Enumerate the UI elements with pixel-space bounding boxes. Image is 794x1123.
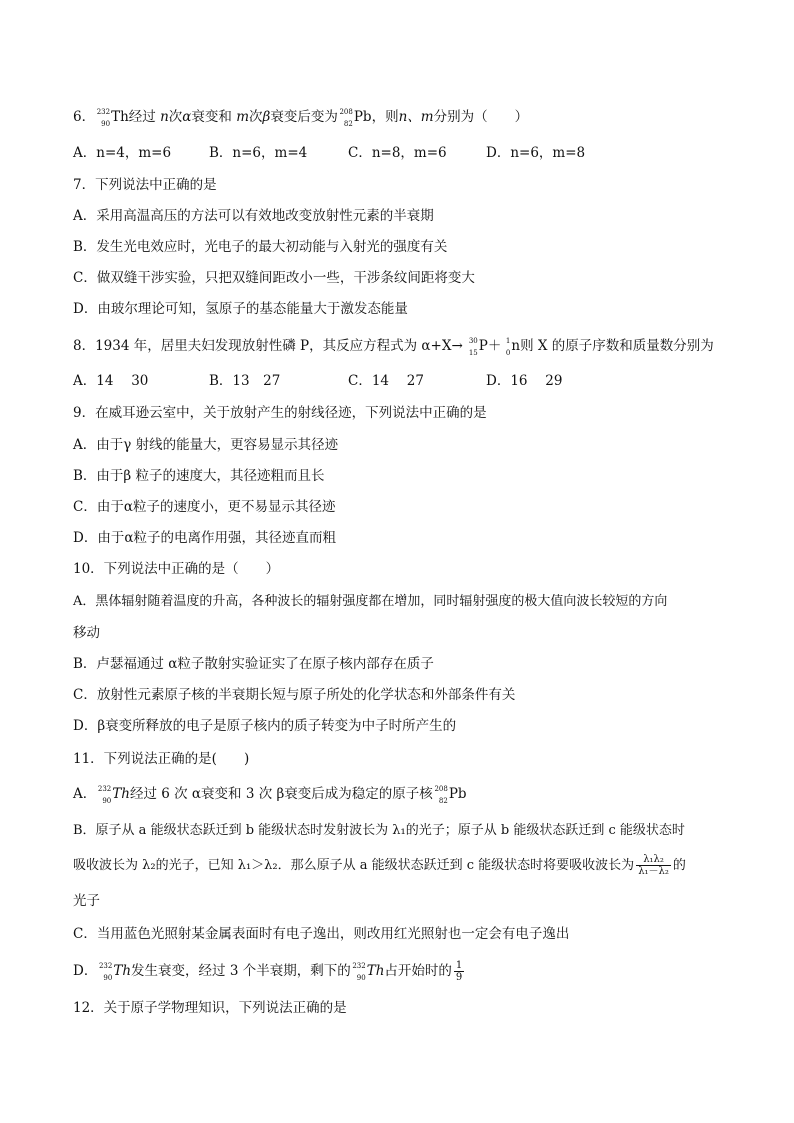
q11-option-c: C．当用蓝色光照射某金属表面时有电子逸出，则改用红光照射也一定会有电子逸出	[73, 926, 570, 942]
q10-option-a-line2: 移动	[73, 625, 100, 641]
q10-stem: 10．下列说法中正确的是（ ）	[73, 561, 280, 577]
q11-option-a: A． 232 90 Th经过 6 次 α衰变和 3 次 β衰变后成为稳定的原子核 208 82 Pb	[73, 784, 467, 805]
wavelength-fraction: $\frac{\text{λ₁λ₂}}{\text{λ₁－λ₂}}$	[638, 854, 669, 877]
q11-option-b-line3: 光子	[73, 893, 100, 909]
q7-option-a: A．采用高温高压的方法可以有效地改变放射性元素的半衰期	[73, 208, 434, 224]
q6-option-a: A．n=4，m=6	[73, 145, 172, 161]
nuclide-pb: 208 82	[339, 107, 353, 128]
q10-option-c: C．放射性元素原子核的半衰期长短与原子所处的化学状态和外部条件有关	[73, 687, 516, 703]
nuclide-th: 232 90	[96, 107, 111, 128]
q6-stem: 6． 232 90 Th经过 n次α衰变和 m次β衰变后变为 208 82 Pb，则n、m分别为（ ）	[73, 107, 529, 128]
q12-stem: 12．关于原子学物理知识，下列说法正确的是	[73, 1000, 347, 1016]
q10-option-d: D．β衰变所释放的电子是原子核内的质子转变为中子时所产生的	[73, 718, 457, 734]
nuclide-th: 232 90	[97, 784, 112, 805]
q8-option-b: B．13 27	[209, 373, 281, 389]
q11-option-b-line2: 吸收波长为 λ₂的光子，已知 λ₁＞λ₂．那么原子从 a 能级状态跃迁到 c 能级状态时将要吸收波长为 $\frac{\text{λ₁λ₂}}{\text{λ₁－λ₂}}$ 的	[73, 854, 686, 877]
q6-number: 6．	[73, 109, 96, 125]
q6-option-b: B．n=6，m=4	[209, 145, 308, 161]
q7-option-b: B．发生光电效应时，光电子的最大初动能与入射光的强度有关	[73, 239, 448, 255]
q10-option-a-line1: A．黑体辐射随着温度的升高，各种波长的辐射强度都在增加，同时辐射强度的极大值向波长较短的方向	[73, 594, 668, 609]
q9-option-c: C．由于α粒子的速度小，更不易显示其径迹	[73, 499, 336, 515]
nuclide-p: 30 15	[468, 336, 478, 357]
q7-option-d: D．由玻尔理论可知，氢原子的基态能量大于激发态能量	[73, 301, 408, 317]
q9-option-a: A．由于γ 射线的能量大，更容易显示其径迹	[73, 437, 339, 453]
q7-stem: 7．下列说法中正确的是	[73, 177, 217, 193]
q8-option-c: C．14 27	[348, 373, 424, 389]
nuclide-th: 232 90	[98, 961, 113, 982]
fraction-one-ninth: $\frac{1}{9}$	[455, 960, 463, 983]
q9-option-b: B．由于β 粒子的速度大，其径迹粗而且长	[73, 468, 325, 484]
q6-option-d: D．n=6，m=8	[486, 145, 586, 161]
nuclide-th: 232 90	[352, 961, 366, 982]
nuclide-n: 1 0	[505, 336, 511, 357]
q10-option-b: B．卢瑟福通过 α粒子散射实验证实了在原子核内部存在质子	[73, 656, 434, 672]
q8-stem: 8．1934 年，居里夫妇发现放射性磷 P，其反应方程式为 α+X→ 30 15 P＋ 1 0 n则 X 的原子序数和质量数分别为	[73, 336, 714, 357]
q6-option-c: C．n=8，m=6	[348, 145, 447, 161]
q9-stem: 9．在威耳逊云室中，关于放射产生的射线径迹，下列说法中正确的是	[73, 405, 487, 421]
q9-option-d: D．由于α粒子的电离作用强，其径迹直而粗	[73, 530, 336, 546]
q8-option-a: A．14 30	[73, 373, 149, 389]
q11-option-d: D． 232 90 Th发生衰变，经过 3 个半衰期，剩下的 232 90 Th占开始时的 $\frac{1}{9}$	[73, 960, 463, 983]
q8-option-d: D．16 29	[486, 373, 563, 389]
nuclide-pb: 208 82	[434, 784, 448, 805]
q11-option-b-line1: B．原子从 a 能级状态跃迁到 b 能级状态时发射波长为 λ₁的光子；原子从 b 能级状态跃迁到 c 能级状态时	[73, 823, 685, 838]
q7-option-c: C．做双缝干涉实验，只把双缝间距改小一些，干涉条纹间距将变大	[73, 270, 475, 286]
q11-stem: 11．下列说法正确的是( )	[73, 751, 250, 767]
